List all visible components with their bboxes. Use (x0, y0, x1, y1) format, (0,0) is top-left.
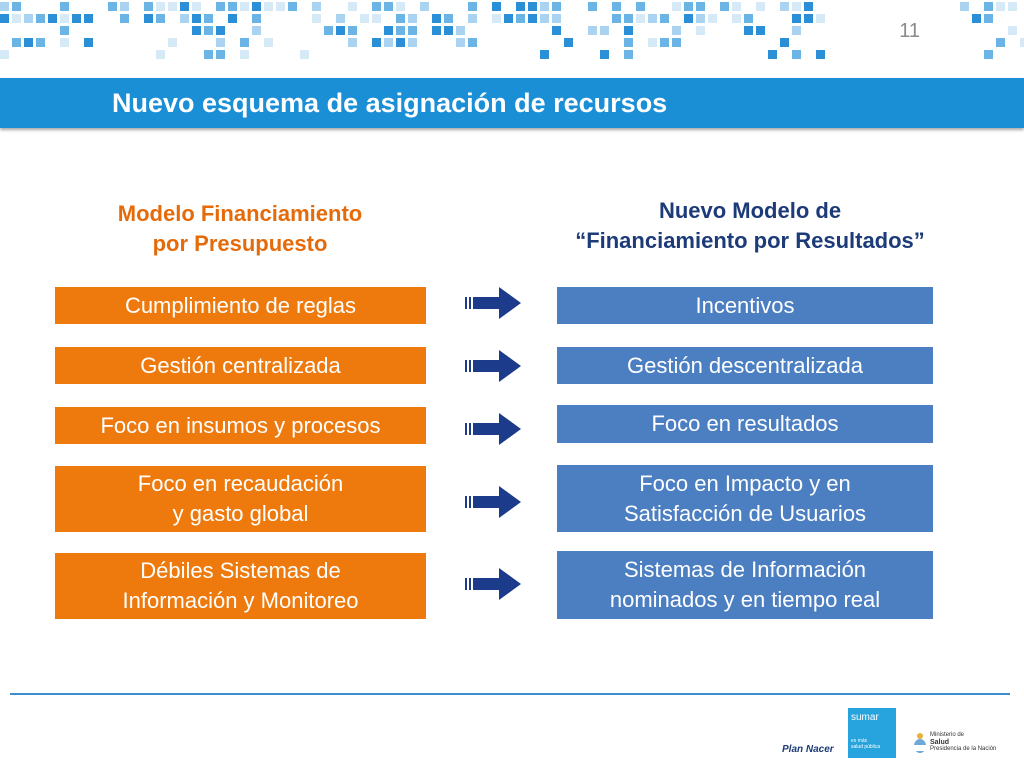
pattern-square (0, 50, 9, 59)
right-heading-line: “Financiamiento por Resultados” (575, 228, 925, 253)
pattern-square (192, 26, 201, 35)
pattern-square (804, 14, 813, 23)
pattern-square (72, 14, 81, 23)
pattern-square (624, 38, 633, 47)
pattern-square (60, 14, 69, 23)
pattern-square (672, 38, 681, 47)
pattern-square (816, 14, 825, 23)
pattern-square (216, 2, 225, 11)
pattern-square (12, 14, 21, 23)
right-box-1 (557, 287, 933, 324)
pattern-square (432, 14, 441, 23)
pattern-square (444, 14, 453, 23)
pattern-square (636, 14, 645, 23)
ministry-line: Ministerio de (930, 732, 965, 738)
arrow-right-icon (463, 348, 523, 384)
pattern-square (528, 2, 537, 11)
pattern-square (60, 2, 69, 11)
right-box-5 (557, 551, 933, 619)
pattern-square (540, 2, 549, 11)
pattern-square (624, 26, 633, 35)
pattern-square (204, 50, 213, 59)
pattern-square (12, 2, 21, 11)
pattern-square (792, 26, 801, 35)
pattern-square (252, 14, 261, 23)
pattern-square (312, 14, 321, 23)
pattern-square (384, 38, 393, 47)
pattern-square (120, 2, 129, 11)
pattern-square (600, 26, 609, 35)
arrow-right-icon (463, 566, 523, 602)
pattern-square (444, 26, 453, 35)
pattern-square (468, 14, 477, 23)
pattern-square (396, 14, 405, 23)
pattern-square (984, 50, 993, 59)
pattern-square (360, 14, 369, 23)
left-box-text: Información y Monitoreo (122, 588, 359, 613)
pattern-square (552, 2, 561, 11)
pattern-square (24, 14, 33, 23)
pattern-square (408, 38, 417, 47)
arrow-right-icon (463, 285, 523, 321)
pattern-square (36, 14, 45, 23)
pattern-square (216, 26, 225, 35)
pattern-square (420, 2, 429, 11)
pattern-square (672, 2, 681, 11)
right-box-text: Foco en Impacto y en (639, 470, 851, 496)
left-box-5 (55, 553, 426, 619)
pattern-square (696, 2, 705, 11)
pattern-square (492, 14, 501, 23)
ministry-line: Salud (930, 739, 950, 746)
pattern-square (384, 26, 393, 35)
right-box-text: Satisfacción de Usuarios (623, 500, 867, 526)
pattern-square (672, 26, 681, 35)
pattern-square (60, 26, 69, 35)
pattern-square (792, 2, 801, 11)
pattern-square (288, 2, 297, 11)
pattern-square (564, 38, 573, 47)
right-box-text: Sistemas de Información (623, 557, 867, 582)
pattern-square (456, 38, 465, 47)
pattern-square (396, 2, 405, 11)
title-bar (0, 78, 1024, 128)
pattern-square (984, 14, 993, 23)
pattern-square (24, 38, 33, 47)
pattern-square (996, 38, 1005, 47)
pattern-square (348, 38, 357, 47)
pattern-square (312, 2, 321, 11)
pattern-square (192, 2, 201, 11)
pattern-square (48, 14, 57, 23)
pattern-square (228, 14, 237, 23)
pattern-square (744, 26, 753, 35)
pattern-square (648, 14, 657, 23)
pattern-square (36, 38, 45, 47)
pattern-square (456, 26, 465, 35)
pattern-square (972, 14, 981, 23)
pattern-square (384, 2, 393, 11)
pattern-square (816, 50, 825, 59)
pattern-square (696, 26, 705, 35)
pattern-square (696, 14, 705, 23)
right-heading-line: Nuevo Modelo de (658, 198, 842, 223)
pattern-square (144, 2, 153, 11)
pattern-square (228, 2, 237, 11)
pattern-square (156, 50, 165, 59)
left-box-text: Foco en insumos y procesos (100, 412, 381, 438)
sumar-subtitle-line: es más (851, 738, 868, 744)
pattern-square (204, 14, 213, 23)
right-box-text: Incentivos (695, 292, 795, 318)
sumar-logo-subtitle (851, 738, 880, 750)
pattern-square (1008, 26, 1017, 35)
pattern-square (408, 14, 417, 23)
pattern-square (648, 38, 657, 47)
pattern-square (756, 26, 765, 35)
pattern-square (264, 38, 273, 47)
pattern-square (600, 50, 609, 59)
footer-divider (10, 693, 1010, 695)
pattern-square (1020, 38, 1024, 47)
left-box-text: Gestión centralizada (140, 352, 341, 378)
national-crest-icon (912, 732, 928, 754)
pattern-square (792, 50, 801, 59)
pattern-square (84, 38, 93, 47)
pattern-square (636, 2, 645, 11)
pattern-square (780, 2, 789, 11)
pattern-square (984, 2, 993, 11)
pattern-square (612, 14, 621, 23)
left-box-text: y gasto global (172, 501, 309, 526)
pattern-square (144, 14, 153, 23)
pattern-square (252, 2, 261, 11)
pattern-square (468, 2, 477, 11)
sumar-logo-text: sumar (851, 712, 879, 723)
pattern-square (708, 14, 717, 23)
pattern-square (396, 26, 405, 35)
pattern-square (264, 2, 273, 11)
pattern-square (168, 38, 177, 47)
pattern-square (624, 50, 633, 59)
pattern-square (660, 38, 669, 47)
pattern-square (156, 2, 165, 11)
pattern-square (768, 50, 777, 59)
left-heading-line: por Presupuesto (152, 231, 328, 256)
pattern-square (432, 26, 441, 35)
right-box-3 (557, 405, 933, 443)
pattern-square (996, 2, 1005, 11)
pattern-square (168, 2, 177, 11)
right-box-4 (557, 465, 933, 532)
pattern-square (504, 14, 513, 23)
pattern-square (180, 2, 189, 11)
pattern-square (0, 14, 9, 23)
pattern-square (732, 2, 741, 11)
pattern-square (468, 38, 477, 47)
pattern-square (960, 2, 969, 11)
pattern-square (684, 2, 693, 11)
left-heading-line: Modelo Financiamiento (117, 201, 363, 226)
pattern-square (744, 14, 753, 23)
pattern-square (120, 14, 129, 23)
plan-nacer-logo: Plan Nacer (782, 744, 834, 755)
arrow-right-icon (463, 484, 523, 520)
pattern-square (240, 2, 249, 11)
right-box-text: nominados y en tiempo real (609, 587, 881, 612)
right-box-text: Gestión descentralizada (626, 352, 864, 378)
pattern-square (756, 2, 765, 11)
sumar-subtitle-line: salud pública (851, 744, 881, 750)
pattern-square (204, 26, 213, 35)
pattern-square (240, 38, 249, 47)
pattern-square (324, 26, 333, 35)
ministry-logo-text (930, 732, 996, 753)
pattern-square (540, 50, 549, 59)
left-box-3 (55, 407, 426, 444)
pattern-square (216, 50, 225, 59)
pattern-square (348, 2, 357, 11)
pattern-square (552, 14, 561, 23)
pattern-square (528, 14, 537, 23)
left-box-4 (55, 466, 426, 532)
left-box-2 (55, 347, 426, 384)
pattern-square (348, 26, 357, 35)
pattern-square (336, 26, 345, 35)
top-decorative-pattern (0, 0, 1024, 60)
slide-title: Nuevo esquema de asignación de recursos (112, 88, 668, 118)
arrow-right-icon (463, 411, 523, 447)
pattern-square (552, 26, 561, 35)
sumar-logo (848, 708, 896, 758)
left-box-text: Cumplimiento de reglas (124, 292, 357, 318)
pattern-square (216, 38, 225, 47)
left-box-text: Foco en recaudación (137, 471, 344, 496)
pattern-square (60, 38, 69, 47)
left-column-heading (60, 199, 420, 259)
ministry-line: Presidencia de la Nación (930, 746, 997, 752)
pattern-square (804, 2, 813, 11)
pattern-square (588, 26, 597, 35)
pattern-square (372, 14, 381, 23)
pattern-square (492, 2, 501, 11)
pattern-square (372, 2, 381, 11)
pattern-square (12, 38, 21, 47)
right-box-2 (557, 347, 933, 384)
pattern-square (1008, 2, 1017, 11)
pattern-square (792, 14, 801, 23)
pattern-square (156, 14, 165, 23)
right-box-text: Foco en resultados (651, 411, 839, 436)
pattern-square (588, 2, 597, 11)
left-box-text: Débiles Sistemas de (140, 558, 341, 583)
pattern-square (396, 38, 405, 47)
pattern-square (732, 14, 741, 23)
pattern-square (540, 14, 549, 23)
pattern-square (780, 38, 789, 47)
right-column-heading (500, 196, 1000, 256)
pattern-square (516, 14, 525, 23)
pattern-square (660, 14, 669, 23)
pattern-square (408, 26, 417, 35)
pattern-square (336, 14, 345, 23)
pattern-square (84, 14, 93, 23)
left-box-1 (55, 287, 426, 324)
pattern-square (192, 14, 201, 23)
pattern-square (612, 2, 621, 11)
pattern-square (108, 2, 117, 11)
pattern-square (624, 14, 633, 23)
pattern-square (252, 26, 261, 35)
pattern-square (0, 2, 9, 11)
square-pattern-graphic (0, 0, 1024, 60)
pattern-square (180, 14, 189, 23)
pattern-square (684, 14, 693, 23)
pattern-square (276, 2, 285, 11)
pattern-square (300, 50, 309, 59)
pattern-square (720, 2, 729, 11)
pattern-square (516, 2, 525, 11)
pattern-square (240, 50, 249, 59)
pattern-square (372, 38, 381, 47)
page-number: 11 (899, 20, 920, 42)
